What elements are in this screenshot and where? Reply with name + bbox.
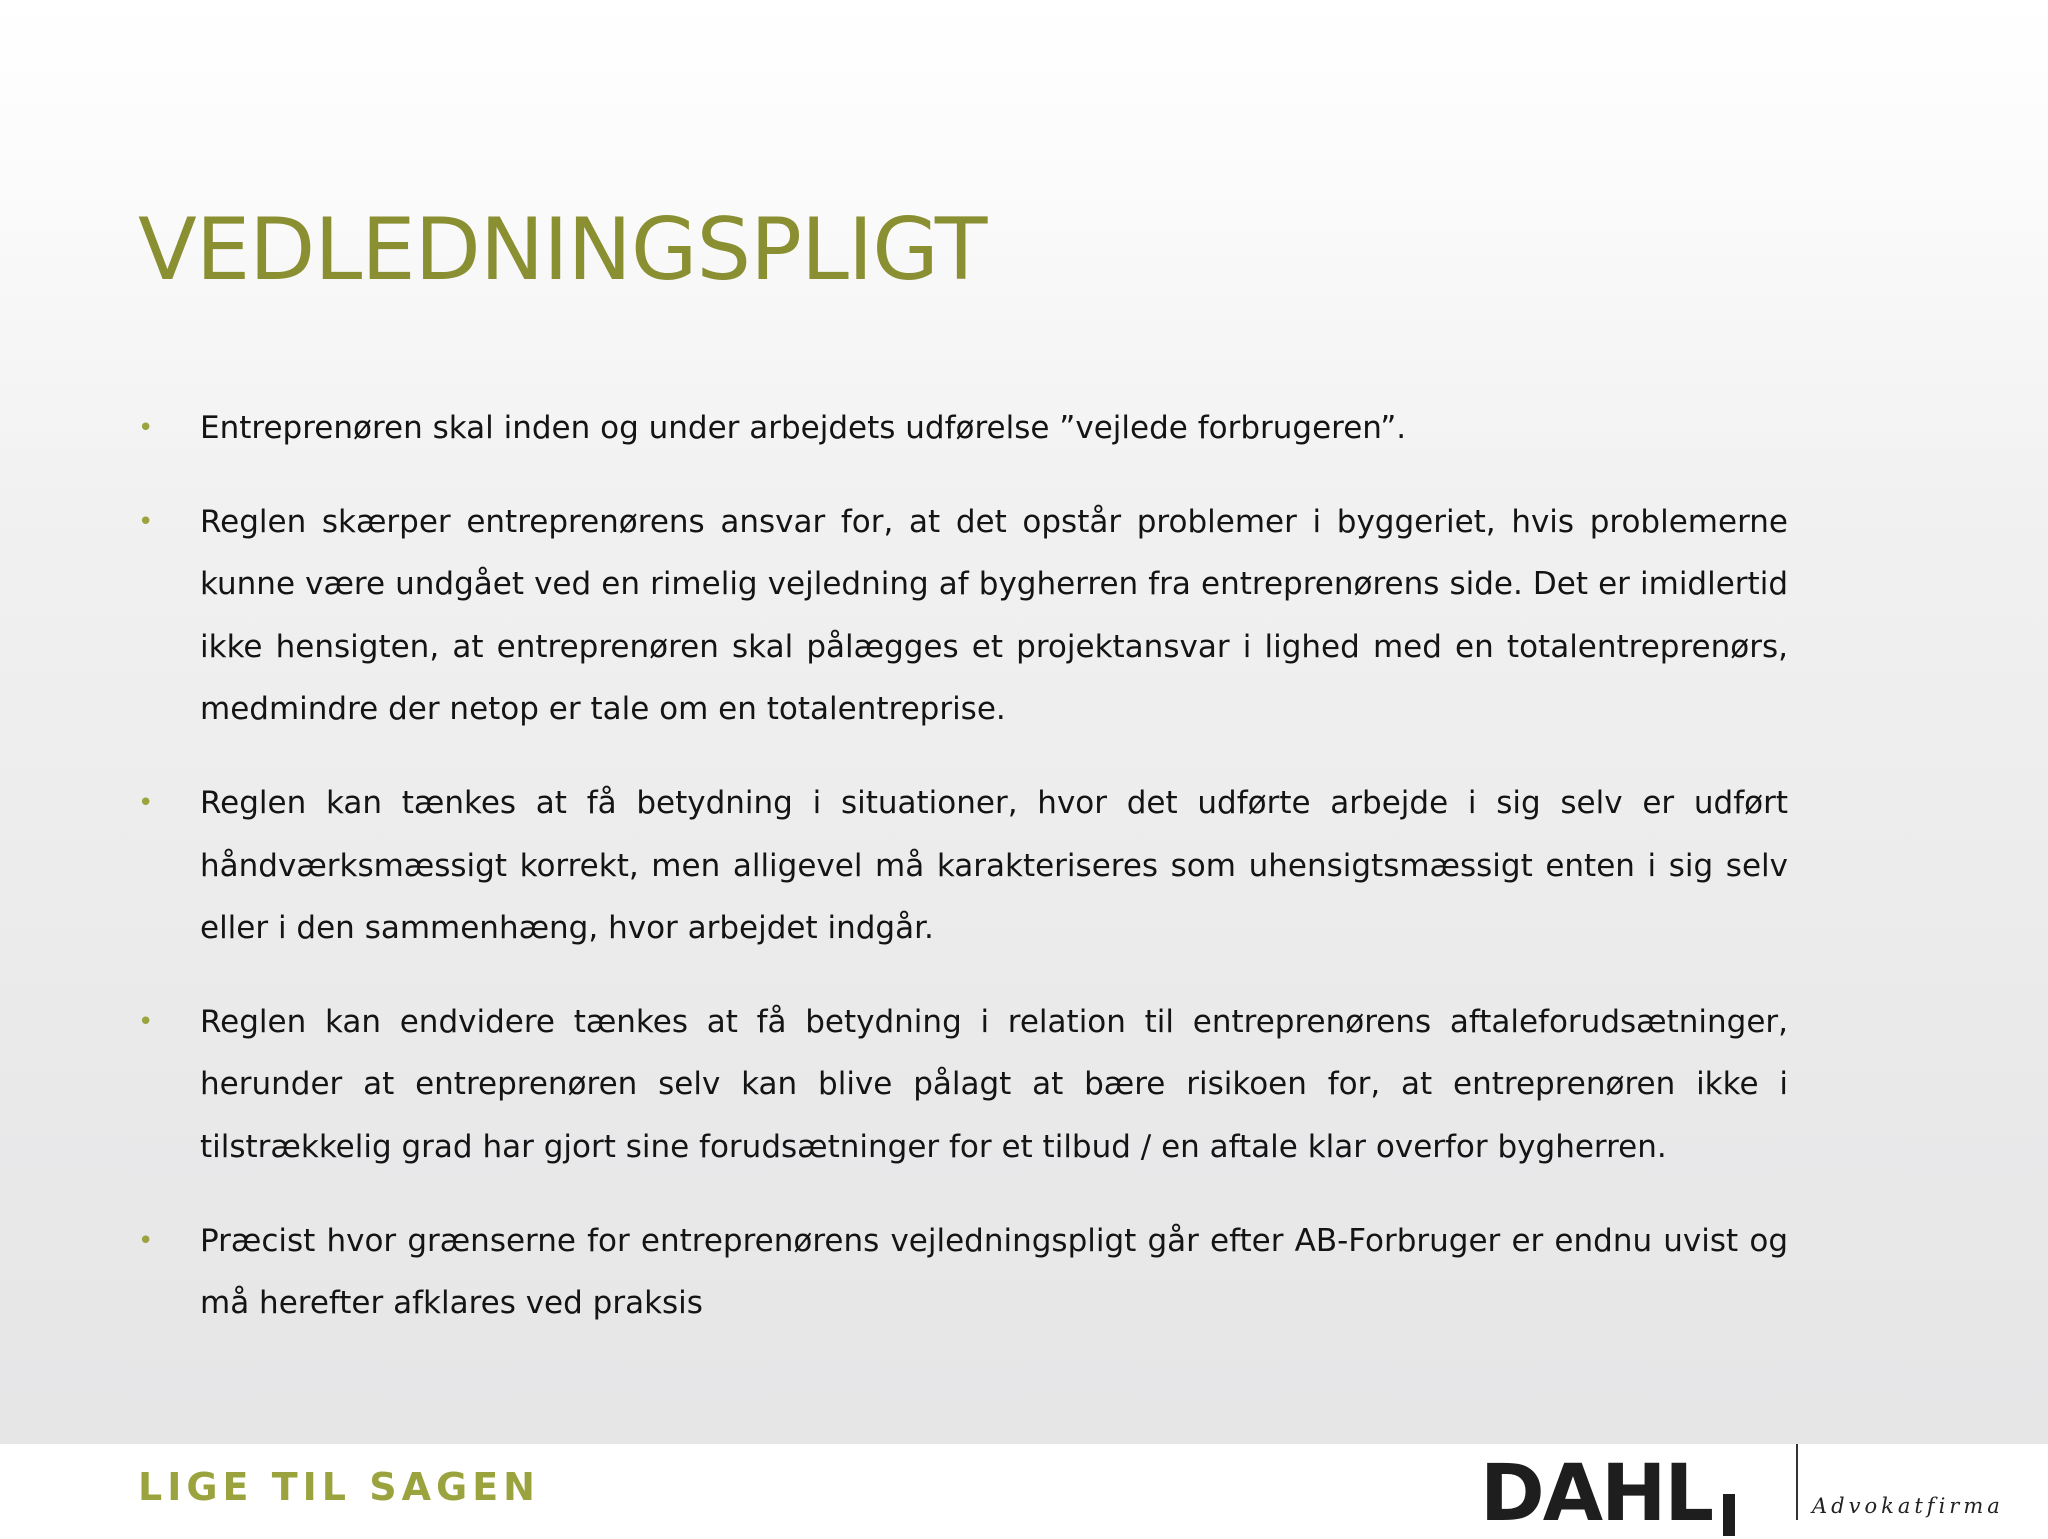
bullet-item	[138, 1210, 1788, 1335]
bullet-list	[138, 397, 1788, 1366]
company-logo	[1480, 1444, 2020, 1539]
bullet-text: Reglen kan endvidere tænkes at få betydning i relation til entreprenørens aftaleforudsætninger, herunder at entreprenøren selv kan blive pålagt at bære risikoen for, at entreprenøren ikke i tilstrækkelig grad har gjort sine forudsætninger for et tilbud / en aftale klar overfor bygherren.	[200, 1003, 1788, 1165]
bullet-text: Præcist hvor grænserne for entreprenørens vejledningspligt går efter AB-Forbruger er endnu uvist og må herefter afklares ved praksis	[200, 1222, 1788, 1322]
bullet-item	[138, 991, 1788, 1179]
logo-divider	[1796, 1444, 1798, 1520]
bullet-text: Entreprenøren skal inden og under arbejdets udførelse ”vejlede forbrugeren”.	[200, 410, 1407, 446]
bullet-text: Reglen kan tænkes at få betydning i situationer, hvor det udførte arbejde i sig selv er udført håndværksmæssigt korrekt, men alligevel må karakteriseres som uhensigtsmæssigt enten i sig selv eller i den sammenhæng, hvor arbejdet indgår.	[200, 784, 1788, 947]
bullet-marker: •	[138, 506, 154, 537]
logo-wordmark: DAHL	[1480, 1449, 1713, 1539]
bullet-item	[138, 772, 1788, 960]
bullet-marker: •	[138, 1006, 154, 1037]
bullet-item	[138, 397, 1788, 460]
bullet-marker: •	[138, 1225, 154, 1256]
logo-subtitle: Advokatfirma	[1812, 1494, 2004, 1518]
footer-tagline: LIGE TIL SAGEN	[138, 1465, 540, 1509]
bullet-text: Reglen skærper entreprenørens ansvar for, at det opstår problemer i byggeriet, hvis problemerne kunne være undgået ved en rimelig vejledning af bygherren fra entreprenørens side. Det er imidlertid ikke hensigten, at entreprenøren skal pålægges et projektansvar i lighed med en totalentreprenørs, medmindre der netop er tale om en totalentreprise.	[200, 503, 1788, 728]
bullet-marker: •	[138, 413, 154, 443]
slide-title: VEDLEDNINGSPLIGT	[138, 200, 987, 300]
bullet-marker: •	[138, 787, 154, 818]
logo-accent-bar	[1723, 1494, 1735, 1536]
bullet-item	[138, 491, 1788, 741]
